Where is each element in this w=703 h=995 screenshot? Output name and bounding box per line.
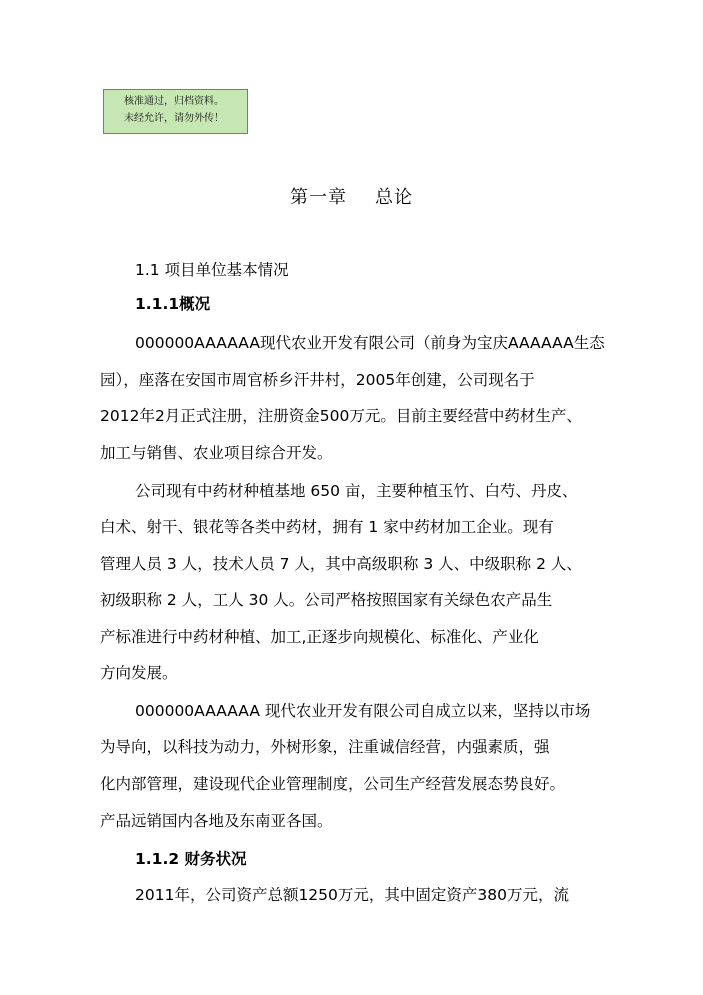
paragraph-line: 管理人员 3 人，技术人员 7 人，其中高级职称 3 人、中级职称 2 人、 — [100, 555, 582, 573]
paragraph-line: 2011年，公司资产总额1250万元，其中固定资产380万元，流 — [135, 886, 569, 904]
paragraph-line: 2012年2月正式注册，注册资金500万元。目前主要经营中药材生产、 — [100, 407, 582, 425]
section-heading-1-1-1: 1.1.1概况 — [135, 295, 211, 313]
paragraph-line: 园），座落在安国市周官桥乡汗井村，2005年创建，公司现名于 — [100, 371, 535, 389]
paragraph-line: 方向发展。 — [100, 664, 178, 682]
stamp-line-2: 未经允许，请勿外传！ — [124, 113, 224, 124]
paragraph-line: 000000AAAAAA现代农业开发有限公司（前身为宝庆AAAAAA生态 — [135, 334, 605, 352]
paragraph-line: 000000AAAAAA 现代农业开发有限公司自成立以来，坚持以市场 — [135, 702, 591, 720]
paragraph-line: 为导向，以科技为动力，外树形象，注重诚信经营，内强素质，强 — [100, 738, 550, 756]
paragraph-line: 产标准进行中药材种植、加工,正逐步向规模化、标准化、产业化 — [100, 628, 539, 646]
paragraph-line: 加工与销售、农业项目综合开发。 — [100, 444, 333, 462]
chapter-name: 总论 — [375, 187, 413, 208]
chapter-title — [0, 183, 703, 209]
section-heading-1-1-2: 1.1.2 财务状况 — [135, 850, 247, 868]
paragraph-line: 初级职称 2 人，工人 30 人。公司严格按照国家有关绿色农产品生 — [100, 591, 553, 609]
paragraph-line: 化内部管理，建设现代企业管理制度，公司生产经营发展态势良好。 — [100, 775, 566, 793]
paragraph-line: 公司现有中药材种植基地 650 亩，主要种植玉竹、白芍、丹皮、 — [135, 482, 578, 500]
section-heading-1-1: 1.1 项目单位基本情况 — [135, 261, 289, 279]
paragraph-line: 白术、射干、银花等各类中药材，拥有 1 家中药材加工企业。现有 — [100, 518, 554, 536]
paragraph-line: 产品远销国内各地及东南亚各国。 — [100, 812, 333, 830]
chapter-number: 第一章 — [290, 187, 347, 208]
stamp-line-1: 核准通过，归档资料。 — [124, 96, 224, 107]
archive-stamp — [103, 89, 248, 134]
